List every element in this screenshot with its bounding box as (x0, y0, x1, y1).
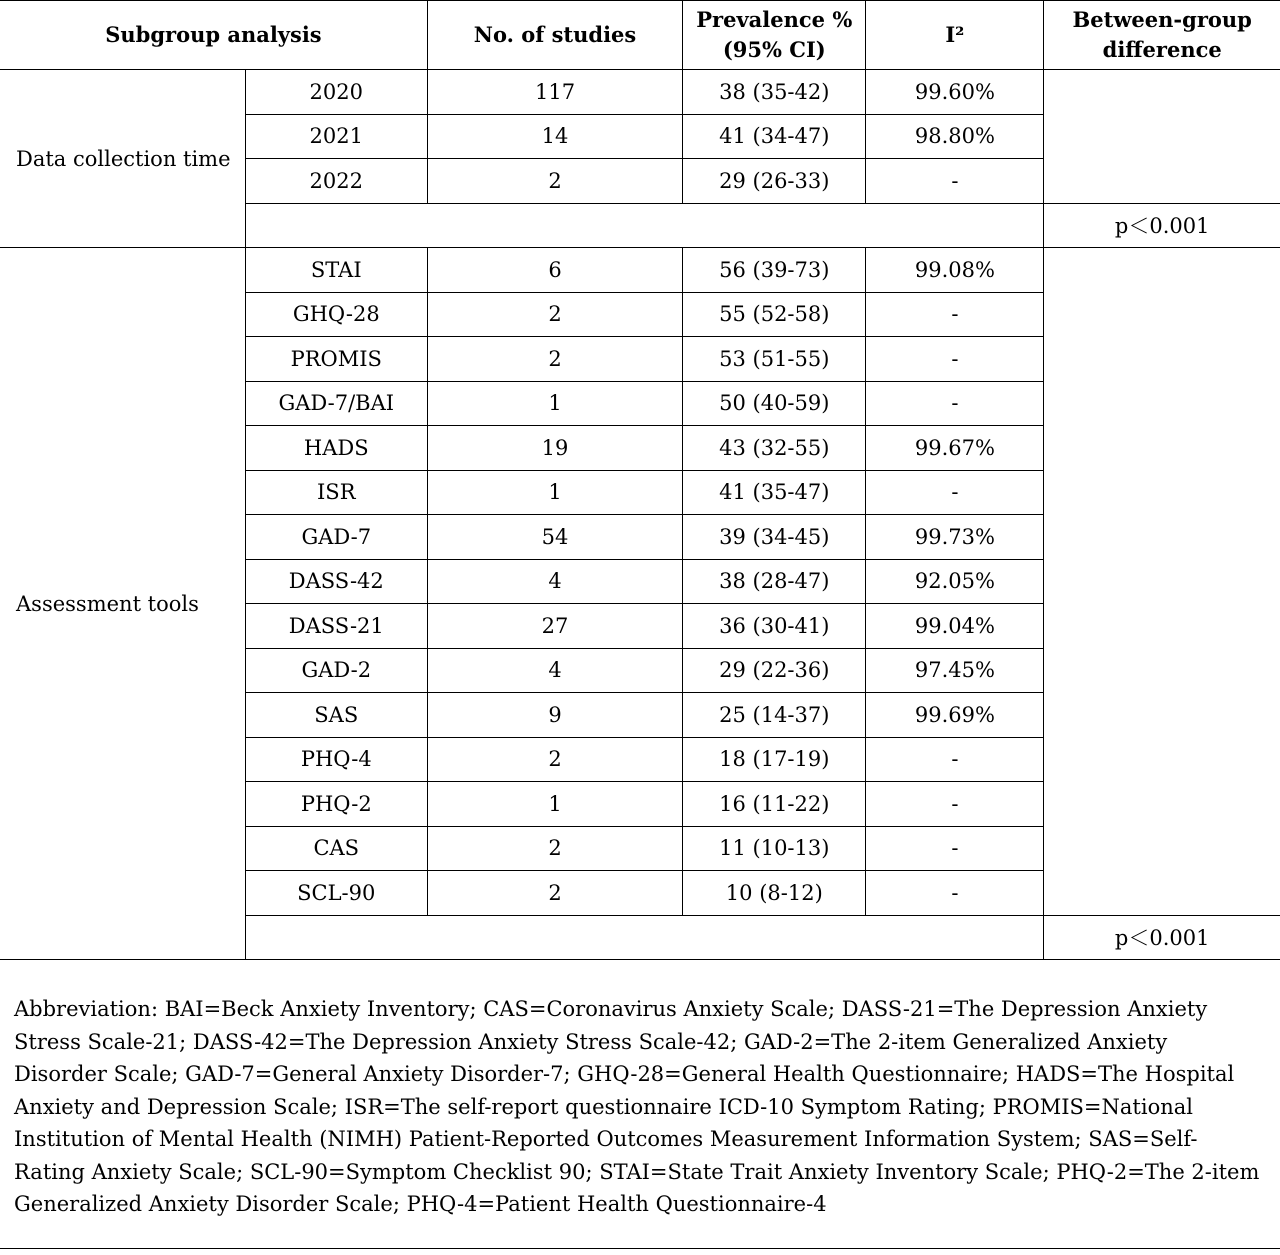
table-row (0, 70, 1280, 115)
cell-subgroup: GHQ-28 (245, 292, 427, 337)
cell-i2: 99.60% (866, 70, 1044, 115)
cell-prevalence: 39 (34-45) (683, 515, 866, 560)
cell-prevalence: 25 (14-37) (683, 693, 866, 738)
cell-studies: 1 (427, 782, 682, 827)
cell-prevalence: 18 (17-19) (683, 737, 866, 782)
cell-prevalence: 11 (10-13) (683, 826, 866, 871)
between-group-p-value: p＜0.001 (1044, 915, 1280, 960)
cell-subgroup: SCL-90 (245, 871, 427, 916)
cell-studies: 6 (427, 248, 682, 293)
pvalue-row-blank (245, 203, 1044, 248)
cell-studies: 9 (427, 693, 682, 738)
cell-prevalence: 38 (28-47) (683, 559, 866, 604)
header-subgroup: Subgroup analysis (0, 1, 427, 70)
cell-i2: - (866, 737, 1044, 782)
cell-prevalence: 29 (22-36) (683, 648, 866, 693)
cell-i2: 98.80% (866, 114, 1044, 159)
cell-subgroup: CAS (245, 826, 427, 871)
bottom-rule (0, 1248, 1280, 1249)
cell-prevalence: 43 (32-55) (683, 426, 866, 471)
between-group-p-value: p＜0.001 (1044, 203, 1280, 248)
cell-studies: 19 (427, 426, 682, 471)
cell-i2: 99.04% (866, 604, 1044, 649)
cell-prevalence: 38 (35-42) (683, 70, 866, 115)
cell-prevalence: 41 (34-47) (683, 114, 866, 159)
cell-subgroup: 2022 (245, 159, 427, 204)
cell-i2: - (866, 470, 1044, 515)
abbreviation-footnote: Abbreviation: BAI=Beck Anxiety Inventory; CAS=Coronavirus Anxiety Scale; DASS-21=The Depression Anxiety Stress Scale-21; DASS-42=The Depression Anxiety Stress Scale-42; GAD-2=The 2-item Generalized Anxiety Disorder Scale; GAD-7=General Anxiety Disorder-7; GHQ-28=General Health Questionnaire; HADS=The Hospital Anxiety and Depression Scale; ISR=The self-report questionnaire ICD-10 Symptom Rating; PROMIS=National Institution of Mental Health (NIMH) Patient-Reported Outcomes Measurement Information System; SAS=Self-Rating Anxiety Scale; SCL-90=Symptom Checklist 90; STAI=State Trait Anxiety Inventory Scale; PHQ-2=The 2-item Generalized Anxiety Disorder Scale; PHQ-4=Patient Health Questionnaire-4 (14, 997, 1260, 1216)
cell-prevalence: 10 (8-12) (683, 871, 866, 916)
cell-prevalence: 53 (51-55) (683, 337, 866, 382)
cell-i2: 99.67% (866, 426, 1044, 471)
cell-studies: 2 (427, 159, 682, 204)
cell-subgroup: GAD-7 (245, 515, 427, 560)
cell-i2: - (866, 381, 1044, 426)
cell-i2: - (866, 782, 1044, 827)
cell-i2: - (866, 871, 1044, 916)
cell-subgroup: PROMIS (245, 337, 427, 382)
cell-i2: 92.05% (866, 559, 1044, 604)
cell-subgroup: STAI (245, 248, 427, 293)
cell-prevalence: 16 (11-22) (683, 782, 866, 827)
table-row (0, 248, 1280, 293)
cell-studies: 2 (427, 826, 682, 871)
group-label: Assessment tools (0, 248, 245, 960)
cell-i2: 99.73% (866, 515, 1044, 560)
cell-prevalence: 56 (39-73) (683, 248, 866, 293)
cell-i2: - (866, 292, 1044, 337)
cell-studies: 4 (427, 559, 682, 604)
cell-studies: 2 (427, 871, 682, 916)
cell-subgroup: SAS (245, 693, 427, 738)
pvalue-row-blank (245, 915, 1044, 960)
header-studies: No. of studies (427, 1, 682, 70)
header-prevalence-line1: Prevalence % (696, 7, 853, 32)
cell-subgroup: HADS (245, 426, 427, 471)
cell-subgroup: GAD-2 (245, 648, 427, 693)
cell-studies: 117 (427, 70, 682, 115)
cell-subgroup: 2021 (245, 114, 427, 159)
cell-subgroup: ISR (245, 470, 427, 515)
cell-studies: 27 (427, 604, 682, 649)
header-row (0, 1, 1280, 70)
cell-i2: 99.69% (866, 693, 1044, 738)
cell-i2: - (866, 337, 1044, 382)
cell-subgroup: PHQ-2 (245, 782, 427, 827)
cell-studies: 54 (427, 515, 682, 560)
header-difference (1044, 1, 1280, 70)
cell-studies: 2 (427, 337, 682, 382)
cell-prevalence: 41 (35-47) (683, 470, 866, 515)
cell-prevalence: 36 (30-41) (683, 604, 866, 649)
header-difference-line2: difference (1102, 37, 1222, 62)
difference-blank (1044, 70, 1280, 204)
header-difference-line1: Between-group (1072, 7, 1252, 32)
cell-subgroup: 2020 (245, 70, 427, 115)
table-body (0, 70, 1280, 960)
cell-prevalence: 50 (40-59) (683, 381, 866, 426)
cell-studies: 2 (427, 737, 682, 782)
cell-subgroup: DASS-42 (245, 559, 427, 604)
cell-prevalence: 29 (26-33) (683, 159, 866, 204)
cell-i2: 99.08% (866, 248, 1044, 293)
cell-subgroup: GAD-7/BAI (245, 381, 427, 426)
cell-subgroup: PHQ-4 (245, 737, 427, 782)
cell-studies: 1 (427, 470, 682, 515)
cell-prevalence: 55 (52-58) (683, 292, 866, 337)
cell-studies: 14 (427, 114, 682, 159)
group-label: Data collection time (0, 70, 245, 248)
cell-i2: - (866, 159, 1044, 204)
header-prevalence (683, 1, 866, 70)
cell-studies: 2 (427, 292, 682, 337)
cell-i2: 97.45% (866, 648, 1044, 693)
difference-blank (1044, 248, 1280, 916)
cell-studies: 1 (427, 381, 682, 426)
header-i2: I² (866, 1, 1044, 70)
cell-studies: 4 (427, 648, 682, 693)
cell-i2: - (866, 826, 1044, 871)
header-prevalence-line2: (95% CI) (722, 37, 826, 62)
cell-subgroup: DASS-21 (245, 604, 427, 649)
